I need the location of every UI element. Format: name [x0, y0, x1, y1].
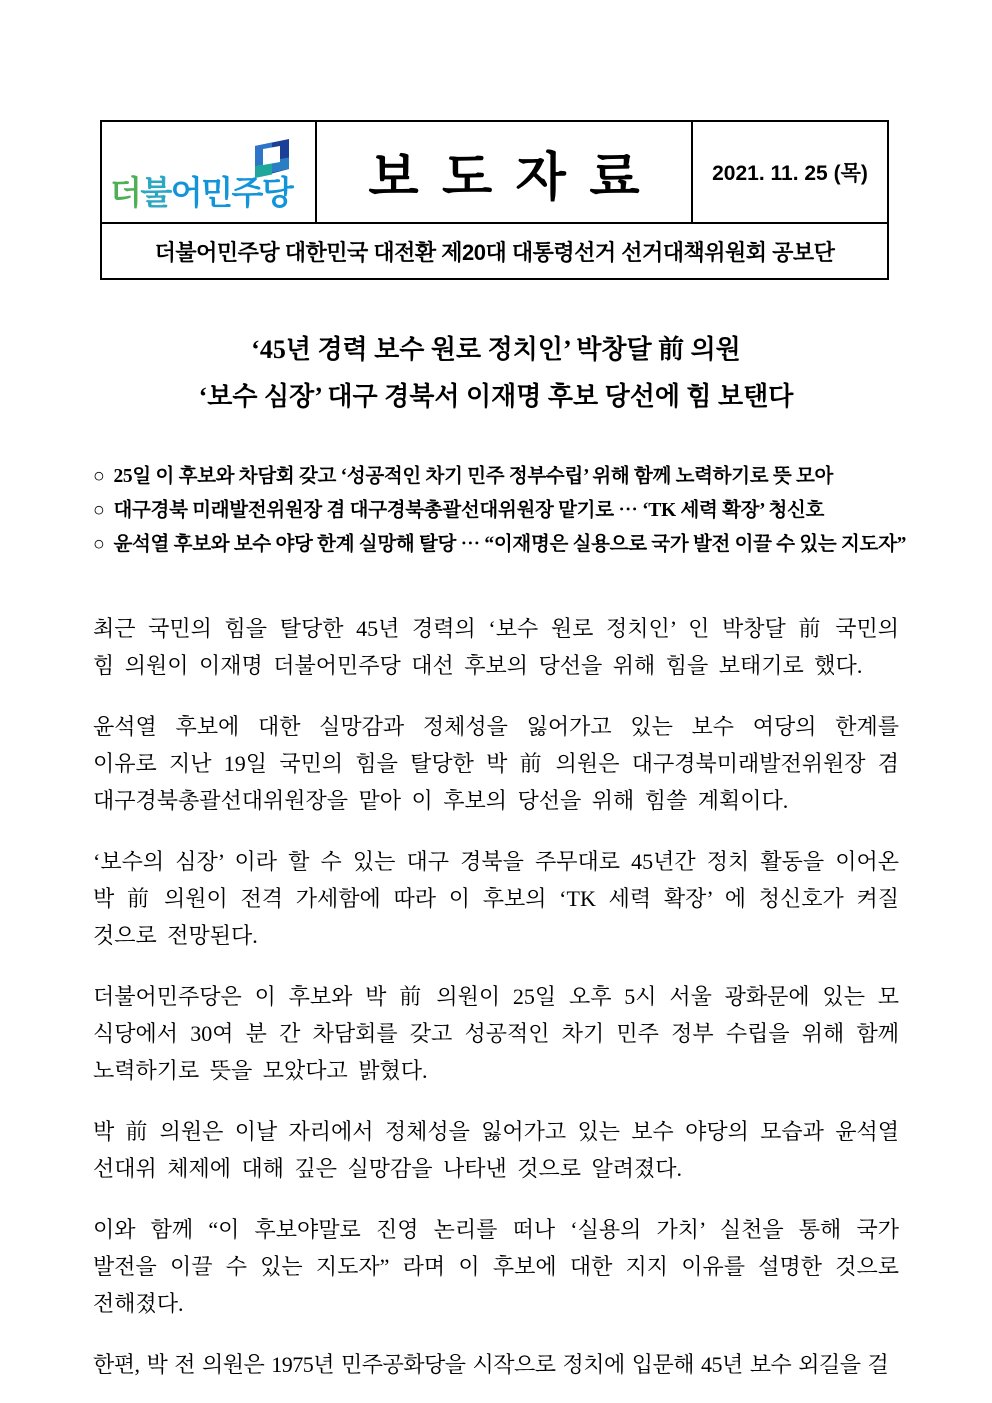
headline-block — [0, 326, 992, 420]
party-logo-text — [110, 167, 292, 214]
body-paragraph-4: 더불어민주당은 이 후보와 박 前 의원이 25일 오후 5시 서울 광화문에 있는 모 식당에서 30여 분 간 차담회를 갖고 성공적인 차기 민주 정부 수립을 위해 함께 노력하기로 뜻을 모았다고 밝혔다. — [93, 984, 899, 1083]
party-logo-char-teal: 불 — [140, 174, 171, 211]
header-row-top — [102, 122, 887, 224]
summary-bullet-1-text: 25일 이 후보와 차담회 갖고 ‘성공적인 차기 민주 정부수립’ 위해 함께 노력하기로 뜻 모아 — [113, 466, 834, 487]
body-paragraph-5: 박 前 의원은 이날 자리에서 정체성을 잃어가고 있는 보수 야당의 모습과 윤석열 선대위 체제에 대해 깊은 실망감을 나타낸 것으로 알려졌다. — [93, 1119, 899, 1181]
document-type-title: 보도자료 — [317, 122, 693, 222]
headline-line-2: ‘보수 심장’ 대구 경북서 이재명 후보 당선에 힘 보탠다 — [198, 382, 794, 411]
summary-bullet-3 — [93, 528, 907, 562]
issuing-organization: 더불어민주당 대한민국 대전환 제20대 대통령선거 선거대책위원회 공보단 — [154, 239, 835, 265]
summary-bullet-2 — [93, 494, 899, 528]
body-paragraph-3: ‘보수의 심장’ 이라 할 수 있는 대구 경북을 주무대로 45년간 정치 활동을 이어온 박 前 의원이 전격 가세함에 따라 이 후보의 ‘TK 세력 확장’ 에 청신호가 켜질 것으로 전망된다. — [93, 849, 899, 948]
body-paragraph-6: 이와 함께 “이 후보야말로 진영 논리를 떠나 ‘실용의 가치’ 실천을 통해 국가 발전을 이끌 수 있는 지도자” 라며 이 후보에 대한 지지 이유를 설명한 것으로 전해졌다. — [93, 1217, 899, 1316]
body-paragraph-2: 윤석열 후보에 대한 실망감과 정체성을 잃어가고 있는 보수 여당의 한계를 이유로 지난 19일 국민의 힘을 탈당한 박 前 의원은 대구경북미래발전위원장 겸 대구경북총괄선대위원장을 맡아 이 후보의 당선을 위해 힘쓸 계획이다. — [93, 714, 899, 813]
headline-line-1: ‘45년 경력 보수 원로 정치인’ 박창달 前 의원 — [251, 335, 741, 364]
document-date: 2021. 11. 25 (목) — [712, 162, 868, 185]
summary-bullet-1 — [93, 460, 899, 494]
summary-bullet-3-text: 윤석열 후보와 보수 야당 한계 실망해 탈당 ⋯ “이재명은 실용으로 국가 발전 이끌 수 있는 지도자” — [113, 534, 907, 555]
header-table — [100, 120, 889, 280]
summary-bullet-2-text: 대구경북 미래발전위원장 겸 대구경북총괄선대위원장 맡기로 ⋯ ‘TK 세력 확장’ 청신호 — [113, 500, 825, 521]
article-body — [93, 610, 899, 1403]
body-paragraph-7: 한편, 박 전 의원은 1975년 민주공화당을 시작으로 정치에 입문해 45년 보수 외길을 걸 — [93, 1352, 889, 1377]
circle-bullet-icon: ○ — [93, 466, 105, 487]
party-logo-cell — [102, 122, 317, 222]
party-logo-char-green: 더 — [110, 174, 141, 211]
body-paragraph-1: 최근 국민의 힘을 탈당한 45년 경력의 ‘보수 원로 정치인’ 인 박창달 前 국민의 힘 의원이 이재명 더불어민주당 대선 후보의 당선을 위해 힘을 보태기로 했다. — [93, 616, 899, 678]
summary-bullets — [93, 460, 907, 562]
circle-bullet-icon: ○ — [93, 500, 105, 521]
party-logo-char-blue: 어민주당 — [170, 174, 293, 211]
circle-bullet-icon: ○ — [93, 534, 105, 555]
